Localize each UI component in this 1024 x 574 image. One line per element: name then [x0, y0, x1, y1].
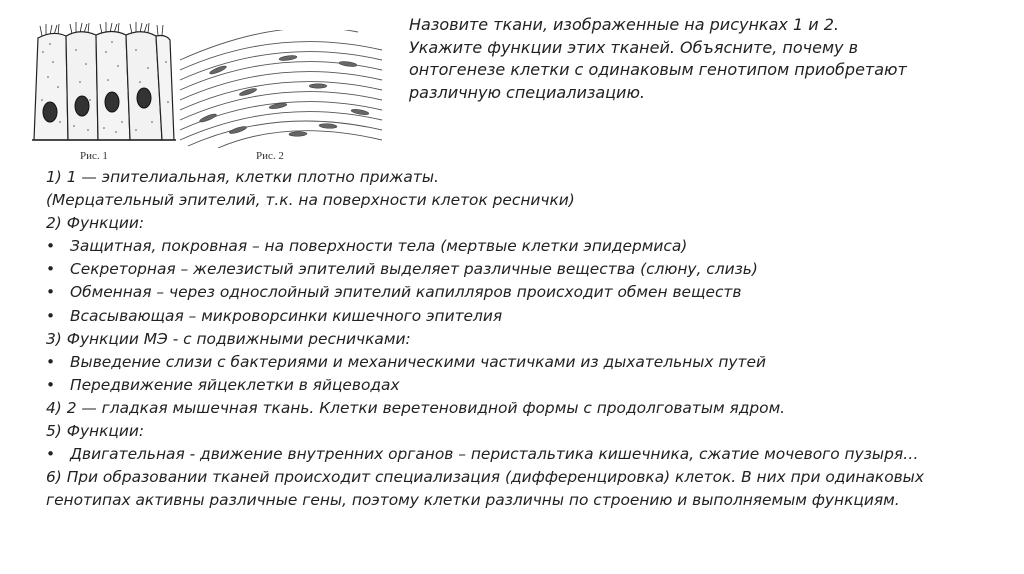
list-item: • Секреторная – железистый эпителий выделяет различные вещества (слюну, слизь) — [46, 260, 758, 279]
answer-item-2-heading: 2) Функции: — [46, 214, 145, 233]
answer-item-3-heading: 3) Функции МЭ - с подвижными ресничками: — [46, 329, 411, 348]
figure-1-caption: Рис. 1 — [80, 150, 108, 162]
list-item: • Выведение слизи с бактериями и механическими частичками из дыхательных путей — [46, 352, 766, 371]
answer-item-6: 6) При образовании тканей происходит специализация (дифференцировка) клеток. В них при одинаковых генотипах активны различные гены, поэтому клетки различны по строению и выполняемым функциям. — [46, 468, 924, 510]
figure-1-epithelium — [28, 22, 180, 150]
figure-2-caption: Рис. 2 — [256, 150, 284, 162]
answer-item-1: 1) 1 — эпителиальная, клетки плотно прижаты. — [46, 168, 439, 186]
answer-item-1-note: (Мерцательный эпителий, т.к. на поверхности клеток реснички) — [46, 191, 575, 210]
question-text: Назовите ткани, изображенные на рисунках 1 и 2. Укажите функции этих тканей. Объясните, почему в онтогенезе клетки с одинаковым генотипом приобретают различную специализацию. — [409, 15, 907, 102]
list-item: • Защитная, покровная – на поверхности тела (мертвые клетки эпидермиса) — [46, 237, 688, 256]
list-item: • Обменная – через однослойный эпителий капилляров происходит обмен веществ — [46, 283, 742, 302]
figure-2-smooth-muscle — [178, 30, 384, 148]
answer-block — [46, 166, 1006, 512]
answer-item-4: 4) 2 — гладкая мышечная ткань. Клетки веретеновидной формы с продолговатым ядром. — [46, 398, 786, 417]
list-item: • Всасывающая – микроворсинки кишечного эпителия — [46, 306, 503, 325]
answer-item-5-heading: 5) Функции: — [46, 422, 145, 441]
list-item: • Передвижение яйцеклетки в яйцеводах — [46, 375, 400, 394]
list-item: • Двигательная - движение внутренних органов – перистальтика кишечника, сжатие мочевого пузыря… — [46, 445, 919, 464]
